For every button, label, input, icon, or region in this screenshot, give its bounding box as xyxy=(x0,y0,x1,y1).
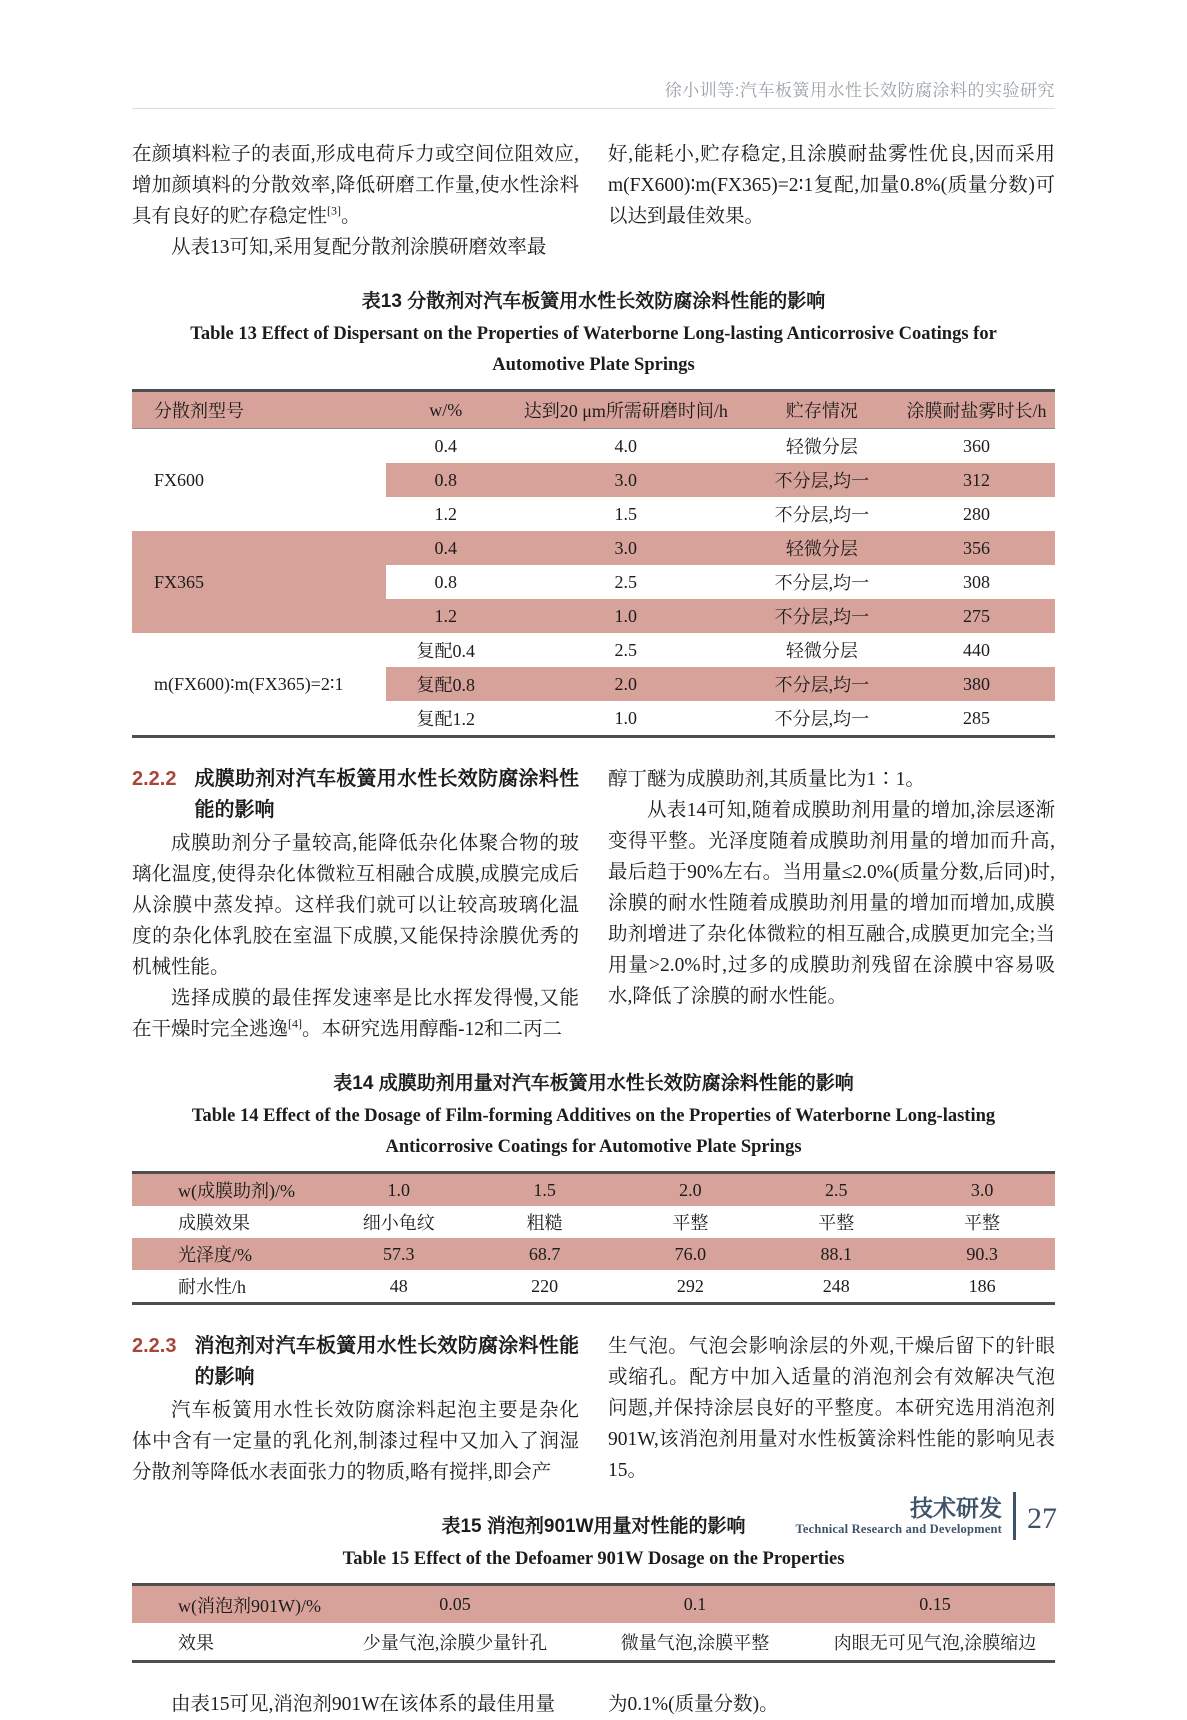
table-cell: 轻微分层 xyxy=(746,531,898,565)
closing-right-column xyxy=(608,1689,1055,1720)
table-cell: 1.2 xyxy=(434,503,458,524)
table-cell: 耐水性/h xyxy=(178,1277,247,1297)
table14-title-cn: 表14 成膜助剂用量对汽车板簧用水性长效防腐涂料性能的影响 xyxy=(333,1073,854,1094)
column-header: 分散剂型号 xyxy=(132,391,386,429)
table-cell: 1.0 xyxy=(326,1173,472,1207)
footer-section-cn: 技术研发 xyxy=(910,1495,1002,1521)
page-footer xyxy=(796,1489,1057,1543)
table-row xyxy=(132,1206,1055,1238)
paragraph-text: 选择成膜的最佳挥发速率是比水挥发得慢,又能在干燥时完全逃逸 xyxy=(132,988,579,1040)
table-cell: 285 xyxy=(963,707,991,728)
table-cell: 3.0 xyxy=(506,463,746,497)
table-cell: 平整 xyxy=(672,1213,709,1233)
table-cell: 68.7 xyxy=(472,1238,618,1270)
table-cell: 复配0.4 xyxy=(416,641,476,661)
table-row xyxy=(132,531,1055,565)
table-cell: 0.05 xyxy=(335,1585,575,1624)
running-head: 徐小训等:汽车板簧用水性长效防腐涂料的实验研究 xyxy=(664,81,1055,100)
section-number: 2.2.3 xyxy=(132,1335,177,1357)
table-header-row xyxy=(132,391,1055,429)
table-cell: 3.0 xyxy=(506,531,746,565)
section-title: 消泡剂对汽车板簧用水性长效防腐涂料性能的影响 xyxy=(194,1335,579,1388)
table-cell: w(消泡剂901W)/% xyxy=(132,1585,335,1624)
column-header: 贮存情况 xyxy=(746,391,898,429)
table-cell: 76.0 xyxy=(617,1238,763,1270)
paragraph-text: 。 xyxy=(341,206,361,227)
table-cell: 光泽度/% xyxy=(132,1238,326,1270)
table-cell: 356 xyxy=(898,531,1055,565)
paragraph: 由表15可见,消泡剂901W在该体系的最佳用量 xyxy=(171,1694,556,1715)
paragraph xyxy=(132,139,579,232)
table-cell: 312 xyxy=(898,463,1055,497)
section-heading xyxy=(132,764,579,826)
section-2-2-3 xyxy=(132,1331,1055,1488)
section-2-2-2 xyxy=(132,764,1055,1045)
table-cell: 1.0 xyxy=(614,707,638,728)
table-cell: 248 xyxy=(822,1275,850,1296)
table14 xyxy=(132,1171,1055,1305)
table-cell: 平整 xyxy=(964,1213,1001,1233)
paragraph: 从表13可知,采用复配分散剂涂膜研磨效率最 xyxy=(171,237,547,258)
table15-title-en: Table 15 Effect of the Defoamer 901W Dosage on the Properties xyxy=(342,1549,845,1569)
page-number: 27 xyxy=(1027,1502,1057,1535)
closing-text xyxy=(132,1689,1055,1720)
header-rule xyxy=(132,108,1055,109)
table-cell: 440 xyxy=(963,639,991,660)
table-cell: 0.15 xyxy=(815,1585,1055,1624)
paragraph xyxy=(132,983,579,1045)
table-row xyxy=(132,1270,1055,1304)
table-cell: 1.5 xyxy=(614,503,638,524)
table-cell: 360 xyxy=(963,435,991,456)
intro-left-column xyxy=(132,139,579,263)
table-cell: 平整 xyxy=(818,1213,855,1233)
table15-title-cn: 表15 消泡剂901W用量对性能的影响 xyxy=(441,1516,746,1537)
table-cell: 2.5 xyxy=(614,571,638,592)
row-group-label: FX600 xyxy=(154,469,205,490)
table-cell: 0.8 xyxy=(434,571,458,592)
table-cell: 微量气泡,涂膜平整 xyxy=(620,1632,770,1653)
table-cell: 57.3 xyxy=(326,1238,472,1270)
section-heading xyxy=(132,1331,579,1393)
column-header: 达到20 μm所需研磨时间/h xyxy=(506,391,746,429)
footer-section xyxy=(796,1495,1002,1537)
table-cell: 少量气泡,涂膜少量针孔 xyxy=(362,1632,548,1653)
paragraph: 成膜助剂分子量较高,能降低杂化体聚合物的玻璃化温度,使得杂化体微粒互相融合成膜,成膜完成后从涂膜中蒸发掉。这样我们就可以让较高玻璃化温度的杂化体乳胶在室温下成膜,又能保持涂膜优秀的机械性能。 xyxy=(132,833,579,978)
table-cell: 88.1 xyxy=(763,1238,909,1270)
table-cell: 复配0.8 xyxy=(386,667,506,701)
table-cell: 成膜效果 xyxy=(178,1213,250,1233)
table-cell: w(成膜助剂)/% xyxy=(132,1173,326,1207)
table14-block xyxy=(132,1069,1055,1305)
table-cell: 0.4 xyxy=(434,435,458,456)
table-cell: 3.0 xyxy=(909,1173,1055,1207)
table-cell: 轻微分层 xyxy=(785,641,858,661)
table-cell: 186 xyxy=(968,1275,996,1296)
table-row xyxy=(132,1585,1055,1624)
section-title: 成膜助剂对汽车板簧用水性长效防腐涂料性能的影响 xyxy=(194,768,579,821)
table-cell: 1.0 xyxy=(506,599,746,633)
table-cell: 220 xyxy=(531,1275,559,1296)
table-cell: 4.0 xyxy=(614,435,638,456)
table-cell: 2.5 xyxy=(614,639,638,660)
section-left-column xyxy=(132,764,579,1045)
table-row xyxy=(132,1173,1055,1207)
table13-title-cn: 表13 分散剂对汽车板簧用水性长效防腐涂料性能的影响 xyxy=(361,291,826,312)
table-cell: 0.1 xyxy=(575,1585,815,1624)
section-right-column xyxy=(608,1331,1055,1488)
table-cell: 复配1.2 xyxy=(416,709,476,729)
row-group-label: m(FX600)∶m(FX365)=2∶1 xyxy=(154,673,344,694)
table-cell: 275 xyxy=(898,599,1055,633)
section-left-column xyxy=(132,1331,579,1488)
table-cell: 2.5 xyxy=(763,1173,909,1207)
citation-ref: [4] xyxy=(288,1016,303,1031)
row-group-label: FX365 xyxy=(132,531,386,633)
table-cell: 380 xyxy=(898,667,1055,701)
table-cell: 不分层,均一 xyxy=(746,599,898,633)
intro-right-column xyxy=(608,139,1055,263)
table13 xyxy=(132,389,1055,738)
paragraph-text: 。本研究选用醇酯-12和二丙二 xyxy=(302,1019,563,1040)
section-number: 2.2.2 xyxy=(132,768,177,790)
closing-left-column xyxy=(132,1689,579,1720)
footer-divider xyxy=(1013,1492,1016,1540)
paragraph-text: 在颜填料粒子的表面,形成电荷斥力或空间位阻效应,增加颜填料的分散效率,降低研磨工作量,使水性涂料具有良好的贮存稳定性 xyxy=(132,144,579,227)
intro-text xyxy=(132,139,1055,263)
table-cell: 1.2 xyxy=(386,599,506,633)
table-cell: 不分层,均一 xyxy=(774,573,870,593)
paragraph: 汽车板簧用水性长效防腐涂料起泡主要是杂化体中含有一定量的乳化剂,制漆过程中又加入了润湿分散剂等降低水表面张力的物质,略有搅拌,即会产 xyxy=(132,1400,579,1483)
paragraph: 好,能耗小,贮存稳定,且涂膜耐盐雾性优良,因而采用m(FX600)∶m(FX365)=2∶1复配,加量0.8%(质量分数)可以达到最佳效果。 xyxy=(608,144,1055,227)
paragraph: 醇丁醚为成膜助剂,其质量比为1∶1。 xyxy=(608,769,925,790)
paragraph: 生气泡。气泡会影响涂层的外观,干燥后留下的针眼或缩孔。配方中加入适量的消泡剂会有效解决气泡问题,并保持涂层良好的平整度。本研究选用消泡剂901W,该消泡剂用量对水性板簧涂料性能的影响见表15。 xyxy=(608,1336,1055,1481)
table-row xyxy=(132,633,1055,667)
table13-block xyxy=(132,287,1055,738)
table-cell: 不分层,均一 xyxy=(746,463,898,497)
table-cell: 1.5 xyxy=(472,1173,618,1207)
column-header: 涂膜耐盐雾时长/h xyxy=(898,391,1055,429)
table-row xyxy=(132,1238,1055,1270)
table-cell: 48 xyxy=(389,1275,408,1296)
paragraph: 从表14可知,随着成膜助剂用量的增加,涂层逐渐变得平整。光泽度随着成膜助剂用量的增加而升高,最后趋于90%左右。当用量≤2.0%(质量分数,后同)时,涂膜的耐水性随着成膜助剂用量的增加而增加,成膜助剂增进了杂化体微粒的相互融合,成膜更加完全;当用量>2.0%时,过多的成膜助剂残留在涂膜中容易吸水,降低了涂膜的耐水性能。 xyxy=(608,800,1055,1007)
table-row xyxy=(132,1623,1055,1662)
table-cell: 0.4 xyxy=(386,531,506,565)
table-cell: 292 xyxy=(676,1275,704,1296)
table14-title-en: Table 14 Effect of the Dosage of Film-forming Additives on the Properties of Waterborne Long-lasting Anticorrosive Coatings for Automotive Plate Springs xyxy=(191,1106,996,1157)
table-cell: 不分层,均一 xyxy=(774,709,870,729)
table13-title-en: Table 13 Effect of Dispersant on the Properties of Waterborne Long-lasting Anticorrosive Coatings for Automotive Plate Springs xyxy=(190,324,997,375)
column-header: w/% xyxy=(386,391,506,429)
table-cell: 轻微分层 xyxy=(785,437,858,457)
paragraph: 为0.1%(质量分数)。 xyxy=(608,1694,779,1715)
table-cell: 不分层,均一 xyxy=(774,505,870,525)
footer-section-en: Technical Research and Development xyxy=(795,1522,1002,1536)
table-cell: 不分层,均一 xyxy=(746,667,898,701)
table15 xyxy=(132,1583,1055,1663)
table-cell: 280 xyxy=(963,503,991,524)
table-cell: 细小龟纹 xyxy=(362,1213,435,1233)
citation-ref: [3] xyxy=(327,203,342,218)
table-cell: 308 xyxy=(963,571,991,592)
table-cell: 90.3 xyxy=(909,1238,1055,1270)
table-cell: 肉眼无可见气泡,涂膜缩边 xyxy=(833,1632,1037,1653)
table-cell: 效果 xyxy=(178,1632,214,1653)
table-cell: 粗糙 xyxy=(526,1213,563,1233)
table-cell: 0.8 xyxy=(386,463,506,497)
table-cell: 2.0 xyxy=(506,667,746,701)
table-row xyxy=(132,429,1055,464)
table-cell: 2.0 xyxy=(617,1173,763,1207)
section-right-column xyxy=(608,764,1055,1045)
